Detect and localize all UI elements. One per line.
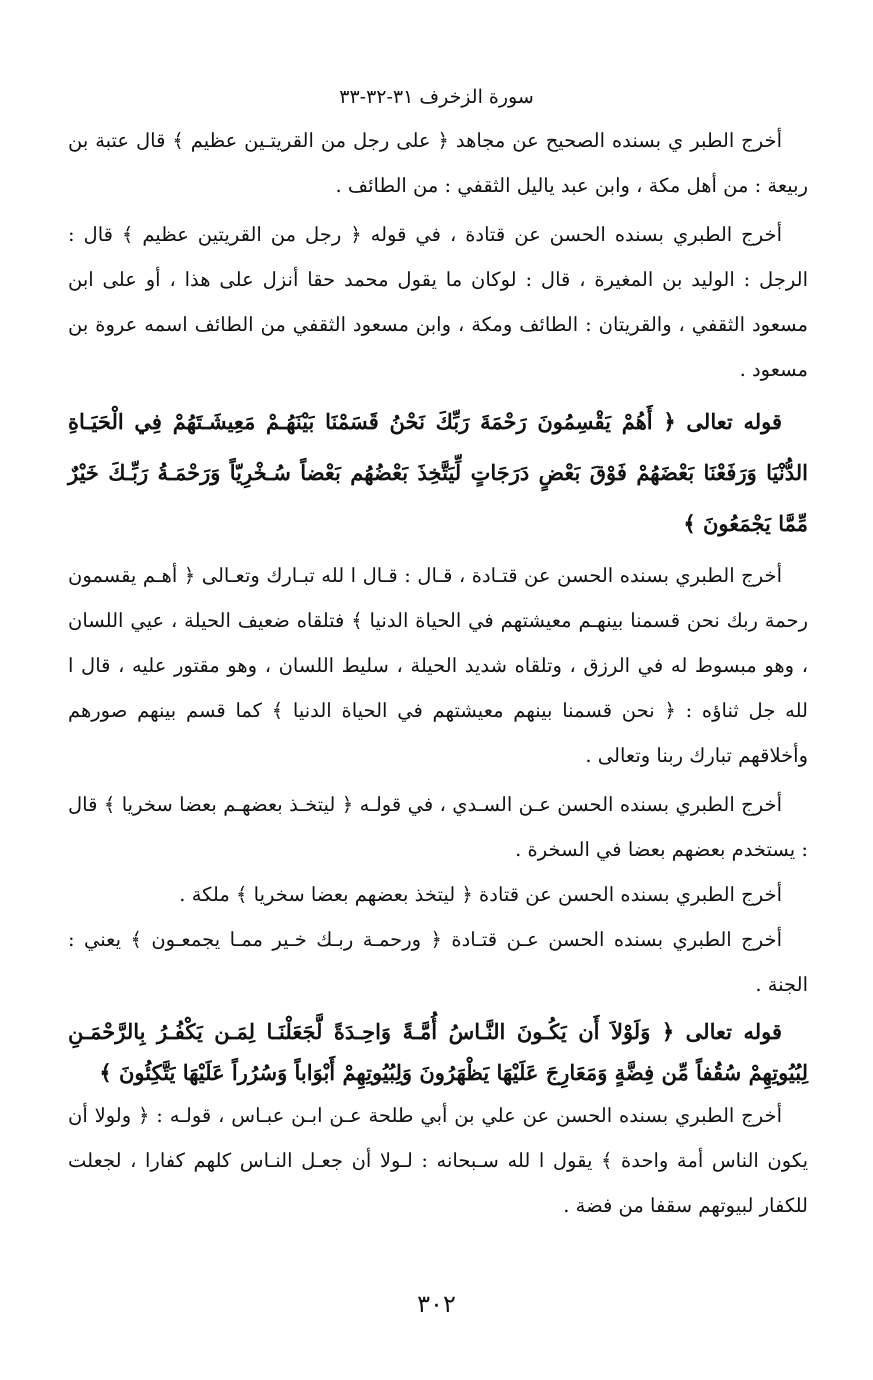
page-number: ٣٠٢ [417,1290,456,1318]
page-body [68,118,808,1228]
quran-verse-33: قوله تعالى ﴿ وَلَوْلاَ أَن يَكُـونَ النَّـاسُ أُمَّـةً وَاحِـدَةً لَّجَعَلْنَـا لِمَـن يَكْفُـرُ بِالرَّحْمَـنِ لِبُيُوتِهِمْ سُقُفاً مِّن فِضَّةٍ وَمَعَارِجَ عَلَيْهَا يَظْهَرُونَ وَلِبُيُوتِهِمْ أَبْوَاباً وَسُرُراً عَلَيْهَا يَتَّكِئُونَ ﴾ [68,1019,808,1085]
paragraph-qatadah-rahma: أخرج الطبري بسنده الحسن عـن قتـادة ﴿ ورحمـة ربـك خـير ممـا يجمعـون ﴾ يعني : الجنة . [68,928,808,996]
quran-verse-32: قوله تعالى ﴿ أَهُمْ يَقْسِمُونَ رَحْمَةَ رَبِّكَ نَحْنُ قَسَمْنَا بَيْنَهُـمْ مَعِيشَـتَهُمْ فِي الْحَيَـاةِ الدُّنْيَا وَرَفَعْنَا بَعْضَهُمْ فَوْقَ بَعْضٍ دَرَجَاتٍ لِّيَتَّخِذَ بَعْضُهُم بَعْضاً سُـخْرِيّاً وَرَحْمَـةُ رَبِّـكَ خَيْرٌ مِّمَّا يَجْمَعُونَ ﴾ [68,409,808,536]
paragraph-mujahid-narration: أخرج الطبر ي بسنده الصحيح عن مجاهد ﴿ على رجل من القريتـين عظيم ﴾ قال عتبة بن ربيعة : من أهل مكة ، وابن عبد ياليل الثقفي : من الطائف . [68,129,808,197]
paragraph-ibn-abbas-narration: أخرج الطبري بسنده الحسن عن علي بن أبي طلحة عـن ابـن عبـاس ، قولـه : ﴿ ولولا أن يكون الناس أمة واحدة ﴾ يقول ا لله سـبحانه : لـولا أن جعـل النـاس كلهم كفارا ، لجعلت للكفار لبيوتهم سقفا من فضة . [68,1104,808,1217]
paragraph-qatadah-sukhriya: أخرج الطبري بسنده الحسن عن قتادة ﴿ ليتخذ بعضهم بعضا سخريا ﴾ ملكة . [179,883,782,906]
paragraph-qatadah-narration: أخرج الطبري بسنده الحسن عن قتادة ، في قوله ﴿ رجل من القريتين عظيم ﴾ قال : الرجل : الوليد بن المغيرة ، قال : لوكان ما يقول محمد حقا أنزل على هذا ، أو على ابن مسعود الثقفي ، والقريتان : الطائف ومكة ، وابن مسعود الثقفي من الطائف اسمه عروة بن مسعود . [68,223,808,381]
page-header-title: سورة الزخرف ٣١-٣٢-٣٣ [339,86,534,108]
paragraph-qatadah-division: أخرج الطبري بسنده الحسن عن قتـادة ، قـال : قـال ا لله تبـارك وتعـالى ﴿ أهـم يقسمون رحمة ربك نحن قسمنا بينهـم معيشتهم في الحياة الدنيا ﴾ فتلقاه ضعيف الحيلة ، عيي اللسان ، وهو مبسوط له في الرزق ، وتلقاه شديد الحيلة ، سليط اللسان ، وهو مقتور عليه ، قال ا لله جل ثناؤه : ﴿ نحن قسمنا بينهم معيشتهم في الحياة الدنيا ﴾ كما قسم بينهم صورهم وأخلاقهم تبارك ربنا وتعالى . [68,564,808,767]
paragraph-suddi-narration: أخرج الطبري بسنده الحسن عـن السـدي ، في قولـه ﴿ ليتخـذ بعضهـم بعضا سخريا ﴾ قال : يستخدم بعضهم بعضا في السخرة . [68,793,808,861]
